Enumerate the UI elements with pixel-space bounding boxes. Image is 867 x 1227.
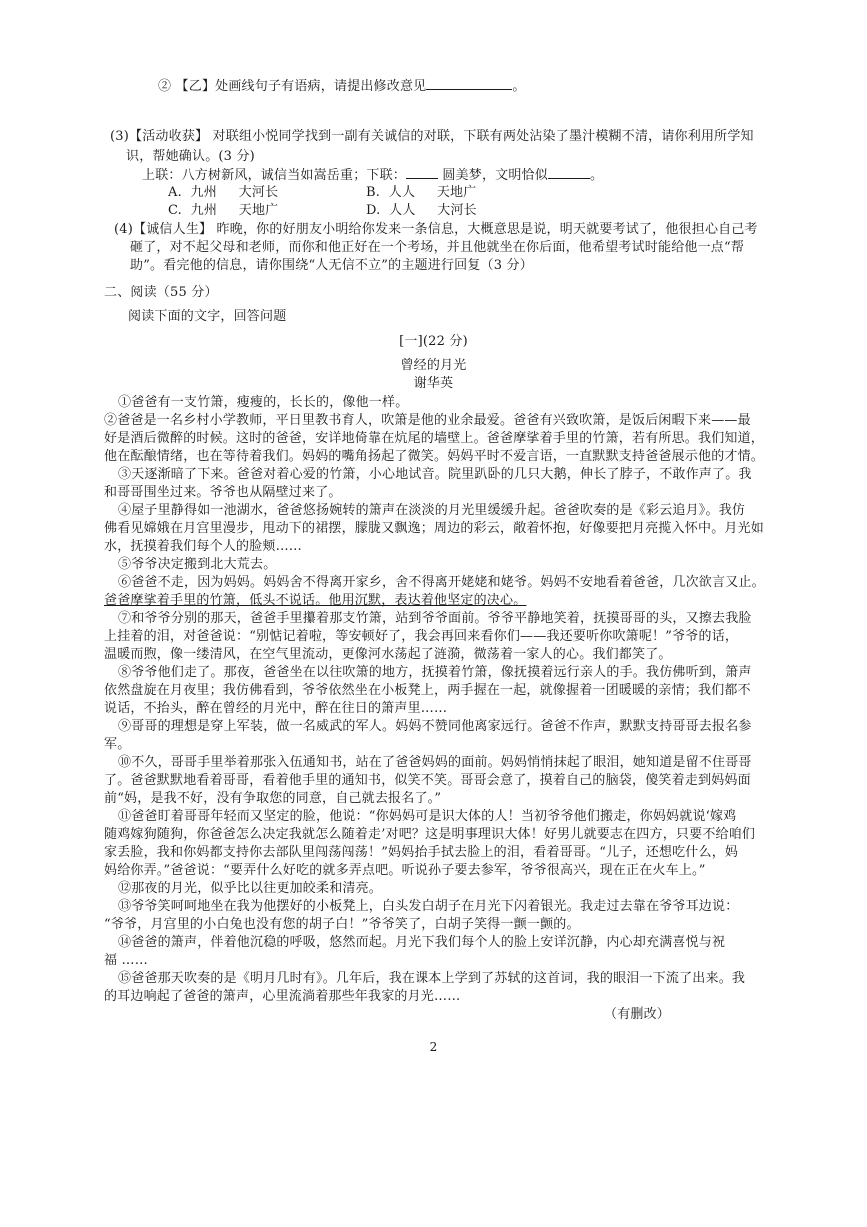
paragraph-2-line-3: 他在酝酿情绪，也在等待着我们。妈妈的嘴角扬起了微笑。妈妈平时不爱言语，一直默默支持爸爸展示他的才情。 <box>104 449 765 464</box>
paragraph-2-line-2: 好是酒后微醉的时候。这时的爸爸，安详地倚靠在炕尾的墙壁上。爸爸摩挲着手里的竹箫，若有所思。我们知道， <box>104 431 765 446</box>
paragraph-7-line-2: 上挂着的泪，对爸爸说：“别惦记着啦，等安顿好了，我会再回来看你们——我还要听你吹箫呢！”爷爷的话， <box>104 629 739 644</box>
question-text: 【乙】处画线句子有语病，请提出修改意见 <box>175 79 427 94</box>
option-word-1: 人人 <box>388 185 416 200</box>
option-word-1: 九州 <box>190 185 217 200</box>
paragraph-9-line-1: ⑨哥哥的理想是穿上军装，做一名威武的军人。妈妈不赞同他离家远行。爸爸不作声，默默支持哥哥去报名参 <box>118 719 752 734</box>
article-title: 曾经的月光 <box>400 358 467 373</box>
couplet-first: 上联：八方树新风，诚信当如嵩岳重；下联： <box>142 168 407 183</box>
paragraph-14-line-2: 福 …… <box>104 953 148 968</box>
paragraph-11-line-1: ⑪爸爸盯着哥哥年轻而又坚定的脸，他说：“你妈妈可是识大体的人！当初爷爷他们搬走，你妈妈就说‘嫁鸡 <box>118 809 737 824</box>
paragraph-5: ⑤爷爷决定搬到北大荒去。 <box>118 557 277 572</box>
paragraph-14-line-1: ⑭爸爸的箫声，伴着他沉稳的呼吸，悠然而起。月光下我们每个人的脸上安详沉静，内心却充满喜悦与祝 <box>118 935 726 950</box>
paragraph-15-line-1: ⑮爸爸那天吹奏的是《明月几时有》。几年后，我在课本上学到了苏轼的这首词，我的眼泪一下流了出来。我 <box>118 971 746 986</box>
paragraph-10-line-2: 了。爸爸默默地看着哥哥，看着他手里的通知书，似笑不笑。哥哥会意了，摸着自己的脑袋，傻笑着走到妈妈面 <box>104 773 751 788</box>
option-letter: B. <box>366 185 381 200</box>
paragraph-11-line-2: 随鸡嫁狗随狗，你爸爸怎么决定我就怎么随着走’对吧？这是明事理识大体！好男儿就要志在四方，只要不给咱们 <box>104 827 756 842</box>
option-letter: A. <box>168 185 182 200</box>
paragraph-4-line-1: ④屋子里静得如一池湖水，爸爸悠扬婉转的箫声在淡淡的月光里缓缓升起。爸爸吹奏的是《彩云追月》。我仿 <box>118 503 746 518</box>
paragraph-3-line-1: ③天逐渐暗了下来。爸爸对着心爱的竹箫，小心地试音。院里趴卧的几只大鹅，伸长了脖子，不敢作声了。我 <box>118 467 752 482</box>
option-word-1: 九州 <box>190 203 218 218</box>
option-word-2: 天地广 <box>238 203 279 218</box>
paragraph-7-line-3: 温暖而煦，像一缕清风，在空气里流动，更像河水荡起了涟漪，微荡着一家人的心。我们都笑了。 <box>104 647 672 662</box>
paragraph-8-line-1: ⑧爷爷他们走了。那夜，爸爸坐在以往吹箫的地方，抚摸着竹箫，像抚摸着远行亲人的手。我仿佛听到，箫声 <box>118 665 752 680</box>
paragraph-15-line-2: 的耳边响起了爸爸的箫声，心里流淌着那些年我家的月光…… <box>104 989 461 1004</box>
paragraph-10-line-1: ⑩不久，哥哥手里举着那张入伍通知书，站在了爸爸妈妈的面前。妈妈悄悄抹起了眼泪，她知道是留不住哥哥 <box>118 755 752 770</box>
option-word-1: 人人 <box>389 203 416 218</box>
couplet-blank-1 <box>406 166 438 179</box>
question-4-line-3: 助”。看完他的信息，请你围绕“人无信不立”的主题进行回复（3 分） <box>130 258 533 273</box>
question-4-line-2: 砸了，对不起父母和老师，而你和他正好在一个考场，并且他就坐在你后面，他希望考试时能给他一点“帮 <box>130 240 745 255</box>
reading-instruction: 阅读下面的文字，回答问题 <box>128 309 287 324</box>
couplet-line <box>142 166 603 185</box>
option-letter: D. <box>366 203 381 218</box>
paragraph-10-line-3: 前“妈，是我不好，没有争取您的同意，自己就去报名了。” <box>104 791 442 806</box>
option-word-2: 天地广 <box>436 185 477 200</box>
option-b <box>366 184 476 202</box>
paragraph-8-line-3: 说话，不抬头，醉在曾经的月光中，醉在往日的箫声里…… <box>104 701 448 716</box>
section-heading: 二、阅读（55 分） <box>104 285 218 300</box>
paragraph-7-line-1: ⑦和爷爷分别的那天，爸爸手里攥着那支竹箫，站到爷爷面前。爷爷平静地笑着，抚摸哥哥的头，又擦去我脸 <box>118 611 752 626</box>
paragraph-12: ⑫那夜的月光，似乎比以往更加皎柔和清亮。 <box>118 881 383 896</box>
question-3-line-1: (3)【活动收获】 对联组小悦同学找到一副有关诚信的对联，下联有两处沾染了墨汁模糊不清，请你利用所学知 <box>110 129 754 144</box>
question-4-line-1: (4)【诚信人生】 昨晚，你的好朋友小明给你发来一条信息，大概意思是说，明天就要考试了，他很担心自己考 <box>114 222 758 237</box>
answer-blank <box>426 77 512 90</box>
paragraph-11-line-3: 家丢脸，我和你妈都支持你去部队里闯荡闯荡！”妈妈抬手拭去脸上的泪，看着哥哥。“儿子，还想吃什么，妈 <box>104 845 739 860</box>
paragraph-13-line-2: “爷爷，月宫里的小白兔也没有您的胡子白！”爷爷笑了，白胡子笑得一颤一颤的。 <box>104 917 580 932</box>
paragraph-2-line-1: ②爸爸是一名乡村小学教师，平日里教书育人，吹箫是他的业余最爱。爸爸有兴致吹箫，是饭后闲暇下来——最 <box>104 413 751 428</box>
option-a <box>168 184 278 202</box>
option-word-2: 大河长 <box>238 185 279 200</box>
option-word-2: 大河长 <box>437 203 477 218</box>
paragraph-1: ①爸爸有一支竹箫，瘦瘦的，长长的，像他一样。 <box>118 395 409 410</box>
paragraph-11-line-4: 妈给你弄。”爸爸说：“要弄什么好吃的就多弄点吧。听说孙子要去参军，爷爷很高兴，现在正在火车上。” <box>104 863 706 878</box>
paragraph-3-line-2: 和哥哥围坐过来。爷爷也从隔壁过来了。 <box>104 485 342 500</box>
paragraph-8-line-2: 依然盘旋在月夜里；我仿佛看到，爷爷依然坐在小板凳上，两手握在一起，就像握着一团暖暖的亲情；我们都不 <box>104 683 751 698</box>
paragraph-9-line-2: 军。 <box>104 737 131 752</box>
paragraph-6-line-1: ⑥爸爸不走，因为妈妈。妈妈舍不得离开家乡，舍不得离开姥姥和姥爷。妈妈不安地看着爸爸，几次欲言又止。 <box>118 575 765 590</box>
part-label: [一](22 分) <box>399 334 468 349</box>
option-letter: C. <box>168 203 183 218</box>
couplet-end: 。 <box>589 168 604 183</box>
question-2 <box>158 77 526 96</box>
paragraph-4-line-2: 佛看见嫦娥在月宫里漫步，甩动下的裙摆，朦胧又飘逸；周边的彩云，敞着怀抱，好像要把月亮揽入怀中。月光如 <box>104 521 765 536</box>
page-number: 2 <box>429 1040 438 1054</box>
paragraph-6-line-2-underlined: 爸爸摩挲着手里的竹箫，低头不说话。他用沉默，表达着他坚定的决心。 <box>104 593 527 608</box>
paragraph-4-line-3: 水，抚摸着我们每个人的脸颊…… <box>104 539 303 554</box>
question-3-line-2: 识，帮她确认。(3 分) <box>126 149 255 164</box>
option-c <box>168 202 278 220</box>
paragraph-13-line-1: ⑬爷爷笑呵呵地坐在我为他摆好的小板凳上，白头发白胡子在月光下闪着银光。我走过去靠在爷爷耳边说： <box>118 899 739 914</box>
couplet-second: 圆美梦，文明恰似 <box>442 168 548 183</box>
question-end: 。 <box>512 79 526 94</box>
question-number: ② <box>158 79 172 94</box>
article-author: 谢华英 <box>413 376 454 391</box>
edit-note: （有删改） <box>604 1007 671 1022</box>
couplet-blank-2 <box>548 166 590 179</box>
option-d <box>366 202 477 220</box>
